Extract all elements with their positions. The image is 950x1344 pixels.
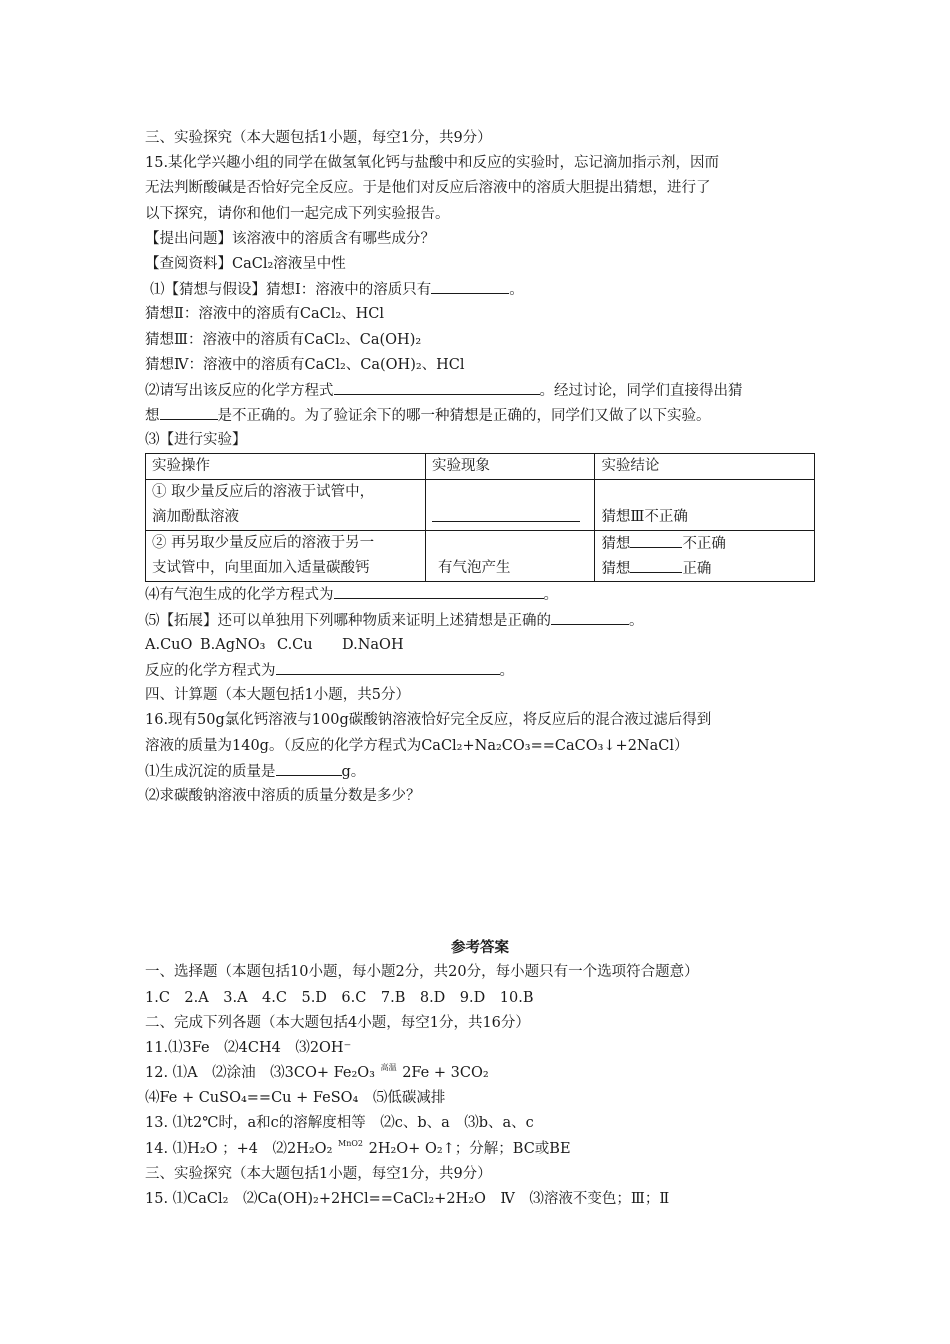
option-a: A.CuO: [145, 636, 193, 653]
exam-page: [145, 126, 815, 1212]
table-cell: [426, 480, 595, 531]
q16-part1: ⑴生成沉淀的质量是 g。: [145, 759, 815, 784]
table-cell: ① 取少量反应后的溶液于试管中， 滴加酚酞溶液: [146, 480, 426, 531]
hypothesis-4: 猜想Ⅳ：溶液中的溶质有CaCl₂、Ca(OH)₂、HCl: [145, 356, 465, 373]
section3-heading: 三、实验探究（本大题包括1小题，每空1分，共9分）: [145, 130, 492, 146]
q16-line-2: 溶液的质量为140g。（反应的化学方程式为CaCl₂+Na₂CO₃==CaCO₃↓+2NaCl）: [145, 737, 689, 754]
table-header-row: [146, 454, 815, 480]
option-d: D.NaOH: [342, 636, 404, 653]
answer-blank[interactable]: [276, 658, 500, 675]
answers-s1-list: 1.C 2.A 3.A 4.C 5.D 6.C 7.B 8.D 9.D 10.B: [145, 989, 534, 1006]
answer-blank[interactable]: [160, 403, 218, 420]
q15-intro-1: 15.某化学兴趣小组的同学在做氢氧化钙与盐酸中和反应的实验时，忘记滴加指示剂，因而: [145, 155, 720, 172]
answer-blank[interactable]: [431, 277, 509, 294]
q15-intro-2: 无法判断酸碱是否恰好完全反应。于是他们对反应后溶液中的溶质大胆提出猜想，进行了: [145, 180, 711, 197]
q15-intro-3: 以下探究，请你和他们一起完成下列实验报告。: [145, 205, 450, 222]
q16-line-1: 16.现有50g氯化钙溶液与100g碳酸钠溶液恰好完全反应，将反应后的混合液过滤后得到: [145, 712, 712, 729]
q3-line: ⑶【进行实验】: [145, 432, 247, 449]
answer-blank[interactable]: [551, 608, 629, 625]
answer-blank[interactable]: [630, 531, 682, 548]
table-cell: ② 再另取少量反应后的溶液于另一 支试管中，向里面加入适量碳酸钙: [146, 531, 426, 582]
answer-blank[interactable]: [334, 378, 540, 395]
table-row: [146, 480, 815, 531]
options-line: [145, 633, 815, 658]
answer-13: 13. ⑴t2℃时，a和c的溶解度相等 ⑵c、b、a ⑶b、a、c: [145, 1115, 534, 1132]
answer-12: 12. ⑴A ⑵涂油 ⑶3CO+ Fe₂O₃ $^{高温}$ 2Fe + 3CO₂: [145, 1063, 489, 1082]
hypothesis-1: ⑴【猜想与假设】猜想Ⅰ：溶液中的溶质只有 。: [145, 277, 815, 302]
option-b: B.AgNO₃: [200, 636, 266, 653]
q2-line-1: ⑵请写出该反应的化学方程式 。经过讨论，同学们直接得出猜: [145, 378, 815, 403]
answer-12-cont: ⑷Fe + CuSO₄==Cu + FeSO₄ ⑸低碳减排: [145, 1090, 446, 1107]
section4-heading: 四、计算题（本大题包括1小题，共5分）: [145, 687, 410, 704]
answer-blank[interactable]: [630, 556, 682, 573]
answers-s3-heading: 三、实验探究（本大题包括1小题，每空1分，共9分）: [145, 1165, 492, 1182]
table-header-cell: 实验操作: [146, 454, 426, 480]
condition-label: 高温: [380, 1063, 397, 1073]
reference-line: 【查阅资料】CaCl₂溶液呈中性: [145, 255, 346, 272]
answer-blank[interactable]: [276, 759, 342, 776]
answers-s2-heading: 二、完成下列各题（本大题包括4小题，每空1分，共16分）: [145, 1014, 530, 1031]
answer-14: 14. ⑴H₂O ；+4 ⑵2H₂O₂ $^{MnO2}$ 2H₂O+ O₂↑；分解；BC或BE: [145, 1138, 571, 1157]
hypothesis-2: 猜想Ⅱ：溶液中的溶质有CaCl₂、HCl: [145, 306, 385, 323]
hypothesis-3: 猜想Ⅲ：溶液中的溶质有CaCl₂、Ca(OH)₂: [145, 331, 422, 348]
answer-11: 11.⑴3Fe ⑵4CH4 ⑶2OH⁻: [145, 1039, 352, 1056]
option-c: C.Cu: [277, 636, 313, 653]
answers-title: 参考答案: [451, 939, 509, 957]
answer-blank[interactable]: [334, 582, 544, 599]
table-header-cell: 实验结论: [595, 454, 815, 480]
equation-line: 反应的化学方程式为 。: [145, 658, 815, 683]
q5-line: ⑸【拓展】还可以单独用下列哪种物质来证明上述猜想是正确的 。: [145, 608, 815, 633]
q4-line: ⑷有气泡生成的化学方程式为 。: [145, 582, 815, 607]
table-header-cell: 实验现象: [426, 454, 595, 480]
table-cell: 猜想Ⅲ不正确: [595, 480, 815, 531]
q16-part2: ⑵求碳酸钠溶液中溶质的质量分数是多少？: [145, 787, 421, 804]
q2-line-2: 想 是不正确的。为了验证余下的哪一种猜想是正确的，同学们又做了以下实验。: [145, 403, 815, 428]
table-row: [146, 531, 815, 582]
answer-blank[interactable]: [432, 505, 580, 522]
table-cell: 有气泡产生: [426, 531, 595, 582]
condition-label: MnO2: [338, 1138, 363, 1148]
table-cell: 猜想 不正确 猜想 正确: [595, 531, 815, 582]
question-line: 【提出问题】该溶液中的溶质含有哪些成分？: [145, 230, 435, 247]
experiment-table: [145, 453, 815, 582]
answers-s1-heading: 一、选择题（本题包括10小题，每小题2分，共20分，每小题只有一个选项符合题意）: [145, 964, 699, 981]
answer-15: 15. ⑴CaCl₂ ⑵Ca(OH)₂+2HCl==CaCl₂+2H₂O Ⅳ ⑶溶液不变色；Ⅲ；Ⅱ: [145, 1191, 670, 1207]
